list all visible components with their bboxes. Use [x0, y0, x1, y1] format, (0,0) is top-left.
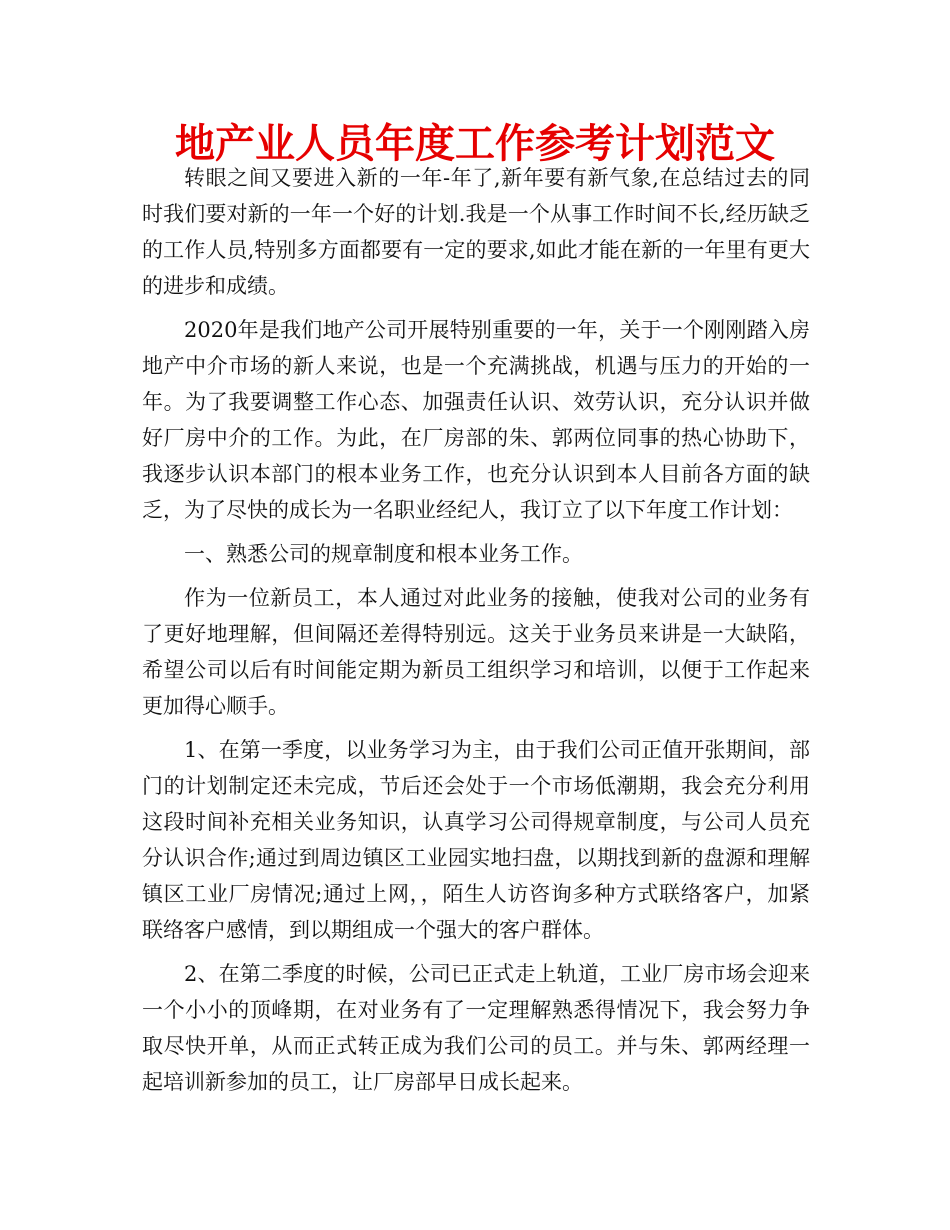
paragraph-q1: 1、在第一季度，以业务学习为主，由于我们公司正值开张期间，部门的计划制定还未完成，节后还会处于一个市场低潮期，我会充分利用这段时间补充相关业务知识，认真学习公司得规章制度，与公司人员充分认识合作;通过到周边镇区工业园实地扫盘，以期找到新的盘源和理解镇区工业厂房情况;通过上网，，陌生人访咨询多种方式联络客户，加紧联络客户感情，到以期组成一个强大的客户群体。: [142, 738, 810, 942]
document-body: [142, 160, 810, 1108]
paragraph-q2: 2、在第二季度的时候，公司已正式走上轨道，工业厂房市场会迎来一个小小的顶峰期，在对业务有了一定理解熟悉得情况下，我会努力争取尽快开单，从而正式转正成为我们公司的员工。并与朱、郭两经理一起培训新参加的员工，让厂房部早日成长起来。: [142, 962, 810, 1094]
paragraph-intro: 转眼之间又要进入新的一年-年了,新年要有新气象,在总结过去的同时我们要对新的一年一个好的计划.我是一个从事工作时间不长,经历缺乏的工作人员,特别多方面都要有一定的要求,如此才能在新的一年里有更大的进步和成绩。: [142, 166, 810, 298]
paragraph-2020-plan: 2020年是我们地产公司开展特别重要的一年，关于一个刚刚踏入房地产中介市场的新人来说，也是一个充满挑战，机遇与压力的开始的一年。为了我要调整工作心态、加强责任认识、效劳认识，充分认识并做好厂房中介的工作。为此，在厂房部的朱、郭两位同事的热心协助下，我逐步认识本部门的根本业务工作，也充分认识到本人目前各方面的缺乏，为了尽快的成长为一名职业经纪人，我订立了以下年度工作计划：: [142, 318, 810, 522]
section-heading-1: 一、熟悉公司的规章制度和根本业务工作。: [184, 542, 583, 566]
paragraph-new-employee: 作为一位新员工，本人通过对此业务的接触，使我对公司的业务有了更好地理解，但间隔还差得特别远。这关于业务员来讲是一大缺陷，希望公司以后有时间能定期为新员工组织学习和培训，以便于工作起来更加得心顺手。: [142, 586, 810, 718]
document-title: 地产业人员年度工作参考计划范文: [175, 121, 775, 167]
